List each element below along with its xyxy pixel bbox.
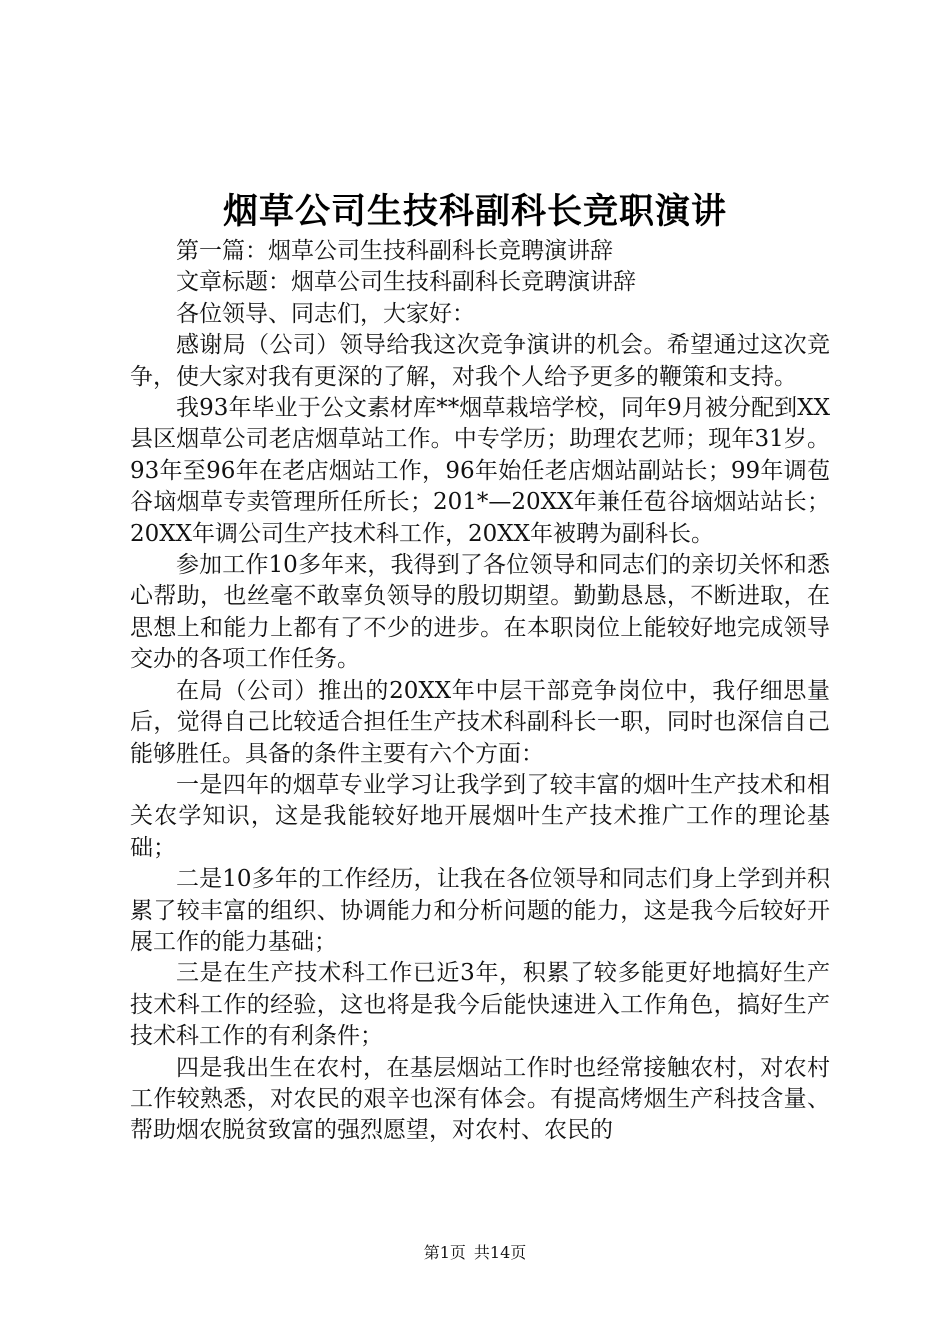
page-total: 共14页 (473, 1243, 527, 1262)
paragraph: 参加工作10多年来，我得到了各位领导和同志们的亲切关怀和悉心帮助，也丝毫不敢辜负领导的殷切期望。勤勤恳恳，不断进取，在思想上和能力上都有了不少的进步。在本职岗位上能较好地完成领导交办的各项工作任务。 (130, 552, 830, 673)
paragraph: 二是10多年的工作经历，让我在各位领导和同志们身上学到并积累了较丰富的组织、协调能力和分析问题的能力，这是我今后较好开展工作的能力基础； (130, 866, 830, 955)
page-footer (0, 1240, 950, 1263)
document-title: 烟草公司生技科副科长竞职演讲 (222, 191, 727, 232)
paragraph: 我93年毕业于公文素材库**烟草栽培学校，同年9月被分配到XX县区烟草公司老店烟草站工作。中专学历；助理农艺师；现年31岁。93年至96年在老店烟站工作，96年始任老店烟站副站长；99年调苞谷垴烟草专卖管理所任所长；201*—20XX年兼任苞谷垴烟站站长；20XX年调公司生产技术科工作，20XX年被聘为副科长。 (130, 395, 830, 547)
paragraph: 四是我出生在农村，在基层烟站工作时也经常接触农村，对农村工作较熟悉，对农民的艰辛也深有体会。有提高烤烟生产科技含量、帮助烟农脱贫致富的强烈愿望，对农村、农民的 (130, 1054, 830, 1144)
paragraph: 各位领导、同志们，大家好： (176, 300, 475, 327)
paragraph: 在局（公司）推出的20XX年中层干部竞争岗位中，我仔细思量后，觉得自己比较适合担任生产技术科副科长一职，同时也深信自己能够胜任。具备的条件主要有六个方面： (130, 677, 830, 767)
paragraph: 一是四年的烟草专业学习让我学到了较丰富的烟叶生产技术和相关农学知识，这是我能较好地开展烟叶生产技术推广工作的理论基础； (130, 771, 830, 861)
paragraph: 三是在生产技术科工作已近3年，积累了较多能更好地搞好生产技术科工作的经验，这也将是我今后能快速进入工作角色，搞好生产技术科工作的有利条件； (130, 960, 830, 1050)
paragraph: 感谢局（公司）领导给我这次竞争演讲的机会。希望通过这次竞争，使大家对我有更深的了解，对我个人给予更多的鞭策和支持。 (130, 332, 830, 390)
page-number: 第1页 (423, 1243, 466, 1262)
paragraph: 第一篇：烟草公司生技科副科长竞聘演讲辞 (176, 238, 613, 264)
paragraph: 文章标题：烟草公司生技科副科长竞聘演讲辞 (176, 269, 636, 296)
document-body (130, 236, 830, 1147)
